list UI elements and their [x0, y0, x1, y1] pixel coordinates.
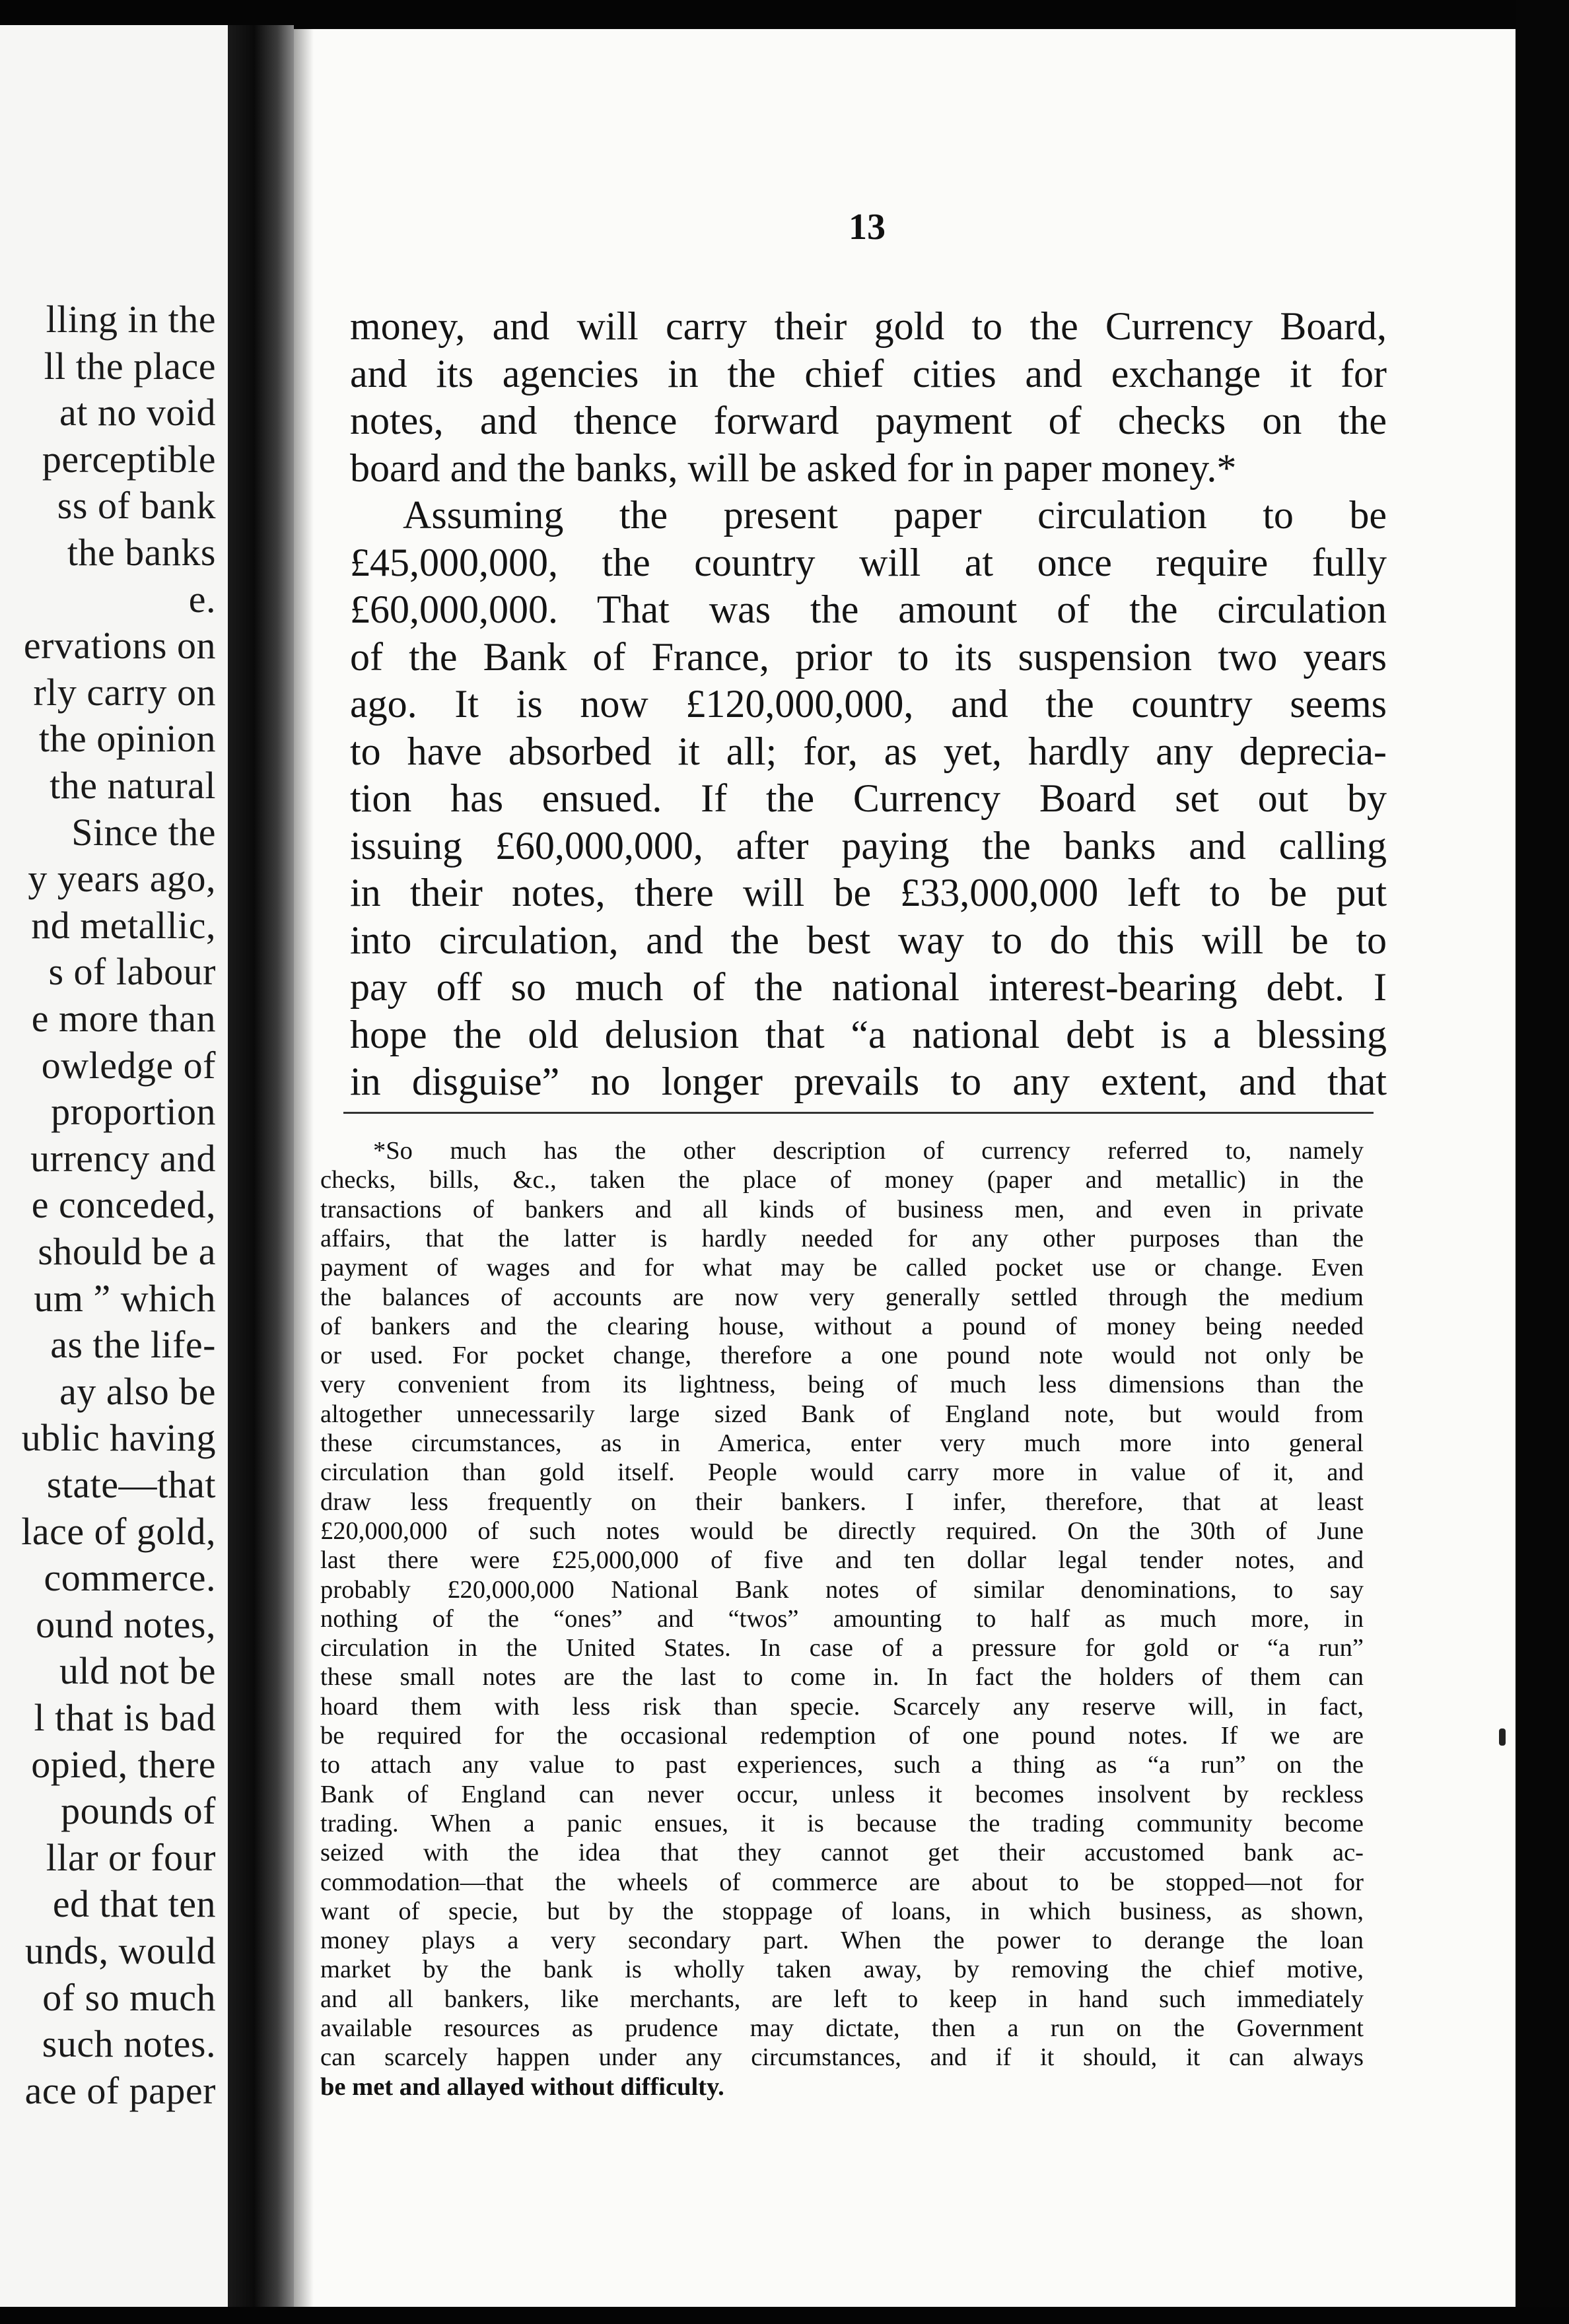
footnote-line: nothing of the “ones” and “twos” amounting to half as much more, in [320, 1604, 1364, 1633]
body-line: in disguise” no longer prevails to any extent, and that [350, 1060, 1387, 1103]
left-page-line: ed that ten [52, 1882, 216, 1926]
footnote-line: want of specie, but by the stoppage of loans, in which business, as shown, [320, 1897, 1364, 1925]
left-page-line: perceptible [42, 437, 216, 481]
left-page-line: unds, would [24, 1929, 216, 1972]
left-page-line: llar or four [46, 1835, 216, 1879]
footnote-line: circulation than gold itself. People would carry more in value of it, and [320, 1458, 1364, 1487]
left-page-line: the opinion [38, 717, 216, 761]
body-line: board and the banks, will be asked for in paper money.* [350, 446, 1237, 490]
body-line: Assuming the present paper circulation to be [403, 493, 1387, 537]
left-page-line: uld not be [59, 1649, 216, 1693]
left-page-line: proportion [51, 1090, 216, 1134]
left-page-line: e conceded, [31, 1183, 216, 1227]
left-page-line: ound notes, [36, 1602, 216, 1646]
footnote-line: altogether unnecessarily large sized Bank of England note, but would from [320, 1400, 1364, 1428]
footnote-line: money plays a very secondary part. When the power to derange the loan [320, 1927, 1364, 1955]
left-page-line: rly carry on [33, 670, 216, 714]
body-line: of the Bank of France, prior to its suspension two years [350, 634, 1387, 679]
body-line: hope the old delusion that “a national debt is a blessing [350, 1012, 1387, 1056]
left-page-line: y years ago, [28, 857, 216, 901]
body-line: issuing £60,000,000, after paying the banks and calling [350, 823, 1387, 868]
footnote-line: commodation—that the wheels of commerce are about to be stopped—not for [320, 1868, 1364, 1896]
left-page-line: owledge of [41, 1043, 216, 1087]
footnote-line: checks, bills, &c., taken the place of money (paper and metallic) in the [320, 1166, 1364, 1194]
footnote-line: and all bankers, like merchants, are left to keep in hand such immediately [320, 1985, 1364, 2013]
left-page-line: l that is bad [34, 1696, 216, 1739]
footnote-line: affairs, that the latter is hardly needed for any other purposes than the [320, 1224, 1364, 1252]
footnote-line: draw less frequently on their bankers. I infer, therefore, that at least [320, 1487, 1364, 1516]
body-line: money, and will carry their gold to the Currency Board, [350, 304, 1387, 348]
left-page-line: lace of gold, [21, 1509, 216, 1553]
left-page-line: Since the [71, 810, 216, 854]
body-line: ago. It is now £120,000,000, and the country seems [350, 682, 1387, 726]
footnote-line: can scarcely happen under any circumstances, and if it should, it can always [320, 2043, 1364, 2072]
left-page-line: e more than [31, 997, 216, 1040]
left-facing-page [0, 25, 228, 2309]
left-page-line: commerce. [44, 1556, 216, 1600]
body-line: tion has ensued. If the Currency Board set out by [350, 776, 1387, 820]
footnote-line: the balances of accounts are now very generally settled through the medium [320, 1283, 1364, 1311]
left-page-line: ace of paper [24, 2068, 216, 2112]
footnote-line: be met and allayed without difficulty. [320, 2072, 724, 2101]
left-page-line: ss of bank [57, 484, 216, 528]
left-page-line: should be a [38, 1230, 216, 1273]
left-page-line: state—that [46, 1463, 216, 1506]
page-number: 13 [849, 207, 886, 248]
body-line: notes, and thence forward payment of checks on the [350, 399, 1387, 442]
footnote-line: *So much has the other description of currency referred to, namely [373, 1137, 1364, 1165]
body-line: in their notes, there will be £33,000,000 left to be put [350, 871, 1387, 914]
footnote-line: very convenient from its lightness, being of much less dimensions than the [320, 1371, 1364, 1399]
left-page-line: ay also be [59, 1369, 216, 1413]
footnote-line: or used. For pocket change, therefore a one pound note would not only be [320, 1342, 1364, 1370]
footnote-line: seized with the idea that they cannot get their accustomed bank ac- [320, 1839, 1364, 1867]
left-page-line: lling in the [46, 298, 216, 341]
footnote-line: of bankers and the clearing house, without a pound of money being needed [320, 1312, 1364, 1340]
body-line: pay off so much of the national interest-bearing debt. I [350, 965, 1387, 1009]
book-gutter [228, 25, 294, 2309]
left-page-line: ublic having [21, 1416, 216, 1460]
body-line: £45,000,000, the country will at once require fully [350, 540, 1387, 584]
scan-right-border [1516, 0, 1569, 2324]
footnote-line: transactions of bankers and all kinds of business men, and even in private [320, 1195, 1364, 1223]
footnote-line: probably £20,000,000 National Bank notes of similar denominations, to say [320, 1575, 1364, 1604]
left-page-line: s of labour [48, 950, 216, 994]
footnote-line: available resources as prudence may dictate, then a run on the Government [320, 2014, 1364, 2042]
scan-bottom-border [0, 2307, 1569, 2324]
footnote-line: trading. When a panic ensues, it is because the trading community become [320, 1809, 1364, 1837]
left-page-line: opied, there [31, 1742, 216, 1786]
left-page-line: at no void [59, 391, 216, 434]
footnote-rule [343, 1112, 1374, 1114]
footnote-line: to attach any value to past experiences, such a thing as “a run” on the [320, 1751, 1364, 1779]
footnote-line: Bank of England can never occur, unless it becomes insolvent by reckless [320, 1780, 1364, 1808]
left-page-line: the natural [50, 764, 216, 807]
footnote-line: market by the bank is wholly taken away, by removing the chief motive, [320, 1956, 1364, 1984]
left-page-line: nd metallic, [31, 903, 216, 947]
body-line: £60,000,000. That was the amount of the circulation [350, 588, 1387, 631]
left-page-line: ervations on [23, 624, 216, 667]
left-page-line: the banks [67, 531, 216, 574]
left-page-line: such notes. [42, 2022, 216, 2066]
left-page-line: urrency and [30, 1136, 216, 1180]
left-page-line: of so much [42, 1975, 216, 2019]
body-line: into circulation, and the best way to do this will be to [350, 918, 1387, 962]
page-shadow [294, 29, 314, 2307]
body-line: and its agencies in the chief cities and exchange it for [350, 351, 1387, 395]
footnote-line: be required for the occasional redemption of one pound notes. If we are [320, 1722, 1364, 1750]
left-page-line: as the life- [50, 1323, 216, 1367]
footnote-line: hoard them with less risk than specie. Scarcely any reserve will, in fact, [320, 1692, 1364, 1721]
footnote-line: £20,000,000 of such notes would be directly required. On the 30th of June [320, 1517, 1364, 1545]
footnote-line: last there were £25,000,000 of five and ten dollar legal tender notes, and [320, 1546, 1364, 1575]
footnote-line: these circumstances, as in America, enter very much more into general [320, 1429, 1364, 1457]
scan-speck [1499, 1728, 1506, 1746]
footnote-line: circulation in the United States. In case of a pressure for gold or “a run” [320, 1634, 1364, 1662]
body-line: to have absorbed it all; for, as yet, hardly any deprecia- [350, 729, 1387, 773]
footnote-line: these small notes are the last to come in. In fact the holders of them can [320, 1663, 1364, 1692]
left-page-line: e. [188, 577, 216, 621]
footnote-line: payment of wages and for what may be called pocket use or change. Even [320, 1254, 1364, 1282]
left-page-line: ll the place [44, 344, 216, 388]
left-page-line: um ” which [34, 1276, 216, 1320]
left-page-line: pounds of [61, 1789, 216, 1833]
